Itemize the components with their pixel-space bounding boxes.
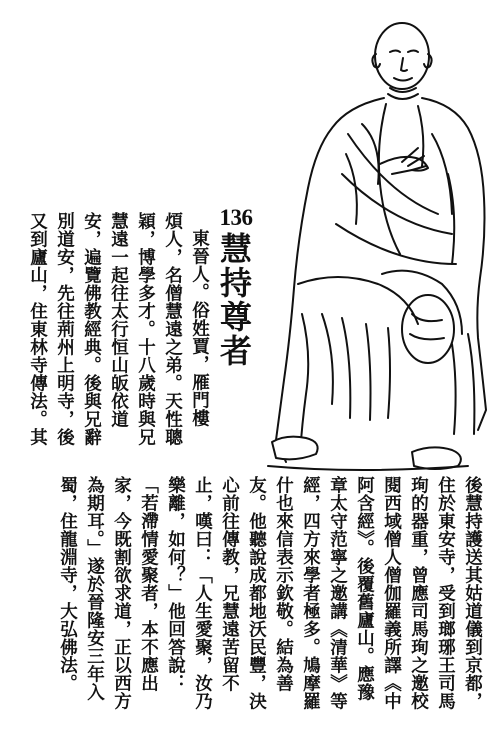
text-column: 閱西域僧人僧伽羅義所譯《中 bbox=[381, 476, 402, 710]
text-column: 心前往傳教，兄慧遠苦留不 bbox=[219, 476, 240, 692]
text-column: 阿含經》。後覆舊廬山。應豫 bbox=[354, 476, 375, 702]
text-column: 煩人，名僧慧遠之弟。天性聰 bbox=[162, 212, 183, 446]
text-column: 樂離，如何？」他回答說： bbox=[165, 476, 186, 692]
text-column: 什也來信表示欽敬。結為善 bbox=[273, 476, 294, 692]
entry-title: 慧持尊者 bbox=[215, 232, 253, 368]
text-column: 經，四方來學者極多。鳩摩羅 bbox=[300, 476, 321, 710]
text-column: 東晉人。俗姓賈，雁門樓 bbox=[189, 229, 210, 427]
text-column: 珣的器重，曾應司馬珣之邀校 bbox=[408, 476, 429, 710]
text-column: 又到廬山，住東林寺傳法。其 bbox=[27, 212, 48, 446]
text-column: 友。他聽說成都地沃民豐，決 bbox=[246, 476, 267, 710]
text-column: 蜀，住龍淵寺，大弘佛法。 bbox=[57, 476, 78, 692]
text-column: 家，今既割欲求道，正以西方 bbox=[111, 476, 132, 710]
text-column: 止，嘆曰：「人生愛聚，汝乃 bbox=[192, 476, 213, 710]
entry-number: 136 bbox=[219, 205, 253, 230]
text-column: 「若滯情愛聚者，本不應出 bbox=[138, 476, 159, 692]
text-column: 住於東安寺，受到瑯琊王司馬 bbox=[435, 476, 456, 710]
monk-illustration bbox=[262, 14, 488, 484]
text-column: 後慧持護送其姑道儀到京都， bbox=[462, 476, 483, 710]
text-column: 慧遠一起往太行恒山皈依道 bbox=[108, 212, 129, 428]
text-column: 為期耳。」遂於晉隆安三年入 bbox=[84, 476, 105, 702]
text-column: 章太守范寧之邀講《清華》等 bbox=[327, 476, 348, 710]
text-column: 別道安，先往荊州上明寺，後 bbox=[54, 212, 75, 446]
text-column: 安，遍覽佛教經典。後與兄辭 bbox=[81, 212, 102, 446]
text-column: 穎，博學多才。十八歲時與兄 bbox=[135, 212, 156, 446]
